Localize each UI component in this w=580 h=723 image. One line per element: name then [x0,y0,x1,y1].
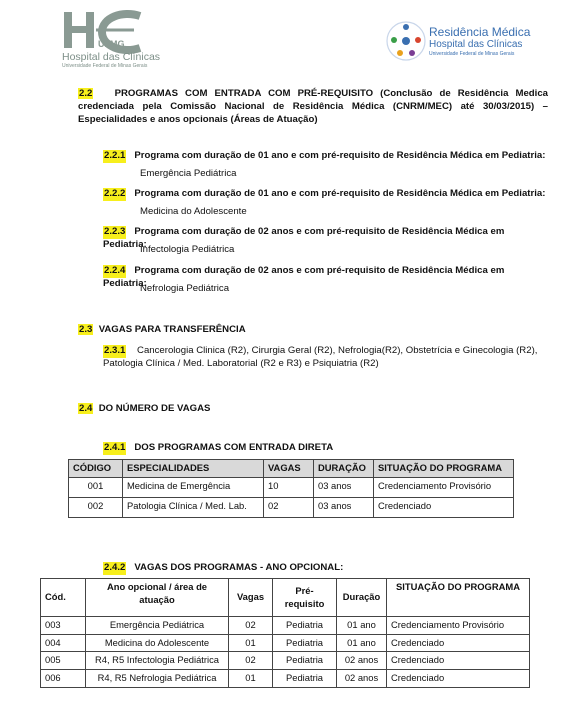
table-header: SITUAÇÃO DO PROGRAMA [374,460,514,478]
table-cell: Medicina do Adolescente [86,634,229,652]
table-cell: Credenciado [387,670,530,688]
table-cell: Emergência Pediátrica [86,617,229,635]
item-title: Programa com duração de 02 anos e com pré-requisito de Residência Médica em Pediatria: [103,226,505,250]
section-title: VAGAS PARA TRANSFERÊNCIA [98,324,246,335]
section-number: 2.4.1 [104,442,126,453]
table-header: Vagas [229,579,273,617]
item-number: 2.2.2 [104,188,126,199]
people-circle-icon [385,18,427,64]
table-cell: 006 [41,670,86,688]
hospital-name: Hospital das Clínicas [62,51,161,63]
table-cell: 01 ano [337,617,387,635]
table-cell: Pediatria [273,652,337,670]
university-name: Universidade Federal de Minas Gerais [62,63,148,69]
table-cell: 005 [41,652,86,670]
item-title: Programa com duração de 02 anos e com pré-requisito de Residência Médica em Pediatria: [103,265,505,289]
table-row [41,670,530,688]
table-cell: Credenciado [387,634,530,652]
section-number: 2.4 [79,403,93,414]
section-title: DO NÚMERO DE VAGAS [98,403,211,414]
table-cell: 03 anos [314,477,374,497]
item-sub: Infectologia Pediátrica [140,244,235,255]
item-number: 2.2.4 [104,265,126,276]
section-title: VAGAS DOS PROGRAMAS - ANO OPCIONAL: [134,562,344,573]
table-cell: 03 anos [314,497,374,517]
table-header: SITUAÇÃO DO PROGRAMA [387,579,530,617]
section-2-2 [78,88,548,127]
table-cell: Credenciado [374,497,514,517]
table-cell: Credenciamento Provisório [374,477,514,497]
item-2-2-2 [103,188,548,201]
residencia-hospital: Hospital das Clínicas [429,39,523,50]
section-number: 2.4.2 [104,562,126,573]
table-cell: 02 [229,652,273,670]
section-number: 2.2 [79,88,93,99]
table-cell: 02 anos [337,670,387,688]
table-cell: 02 anos [337,652,387,670]
ufmg-text: UFMG [98,39,125,49]
table-header-row [41,579,530,617]
section-2-4 [78,403,548,416]
table-cell: 001 [69,477,123,497]
table-cell: Medicina de Emergência [123,477,264,497]
item-number: 2.2.3 [104,226,126,237]
direct-entry-table [68,459,514,518]
table-cell: 002 [69,497,123,517]
table-cell: Patologia Clínica / Med. Lab. [123,497,264,517]
section-2-4-2 [103,562,343,575]
section-2-3 [78,324,548,337]
section-2-4-1 [103,442,333,455]
table-cell: 01 [229,670,273,688]
residencia-medica-logo [385,18,545,68]
item-sub: Emergência Pediátrica [140,168,237,179]
table-cell: 02 [229,617,273,635]
table-header: CÓDIGO [69,460,123,478]
table-header: ESPECIALIDADES [123,460,264,478]
residencia-title: Residência Médica [429,25,531,39]
table-cell: Pediatria [273,634,337,652]
table-header: VAGAS [264,460,314,478]
table-cell: R4, R5 Infectologia Pediátrica [86,652,229,670]
table-cell: 01 ano [337,634,387,652]
table-cell: Credenciamento Provisório [387,617,530,635]
item-text: Cancerologia Clinica (R2), Cirurgia Geral (R2), Nefrologia(R2), Obstetrícia e Ginecologia (R2), Patologia Clínica / Med. Laboratorial (R2 e R3) e Psiquiatria (R2) [103,345,538,369]
hc-ufmg-logo [62,8,202,70]
table-cell: R4, R5 Nefrologia Pediátrica [86,670,229,688]
table-row [69,497,514,517]
section-text: (Conclusão de Residência Medica credenciada pela Comissão Nacional de Residência Médica (CNRM/MEC) até 30/03/2015) – Especialidades e anos opcionais (Áreas de Atuação) [78,88,549,125]
optional-year-table [40,578,530,688]
item-2-3-1 [103,345,548,371]
table-cell: Credenciado [387,652,530,670]
table-header: Ano opcional / área de atuação [86,579,229,617]
table-cell: 01 [229,634,273,652]
table-cell: 003 [41,617,86,635]
table-row [41,634,530,652]
table-cell: Pediatria [273,617,337,635]
table-header: DURAÇÃO [314,460,374,478]
table-header: Cód. [41,579,86,617]
table-row [41,617,530,635]
item-sub: Medicina do Adolescente [140,206,247,217]
section-title: PROGRAMAS COM ENTRADA COM PRÉ-REQUISITO [114,88,374,99]
table-row [69,477,514,497]
table-cell: 02 [264,497,314,517]
item-2-2-1 [103,150,548,163]
item-title: Programa com duração de 01 ano e com pré-requisito de Residência Médica em Pediatria: [134,150,546,161]
table-header-row [69,460,514,478]
section-number: 2.3 [79,324,93,335]
item-number: 2.2.1 [104,150,126,161]
table-header: Duração [337,579,387,617]
item-number: 2.3.1 [104,345,126,356]
table-cell: 10 [264,477,314,497]
table-header: Pré-requisito [273,579,337,617]
item-title: Programa com duração de 01 ano e com pré-requisito de Residência Médica em Pediatria: [134,188,546,199]
item-sub: Nefrologia Pediátrica [140,283,230,294]
table-row [41,652,530,670]
table-cell: 004 [41,634,86,652]
section-title: DOS PROGRAMAS COM ENTRADA DIRETA [134,442,334,453]
table-cell: Pediatria [273,670,337,688]
residencia-university: Universidade Federal de Minas Gerais [429,51,515,57]
